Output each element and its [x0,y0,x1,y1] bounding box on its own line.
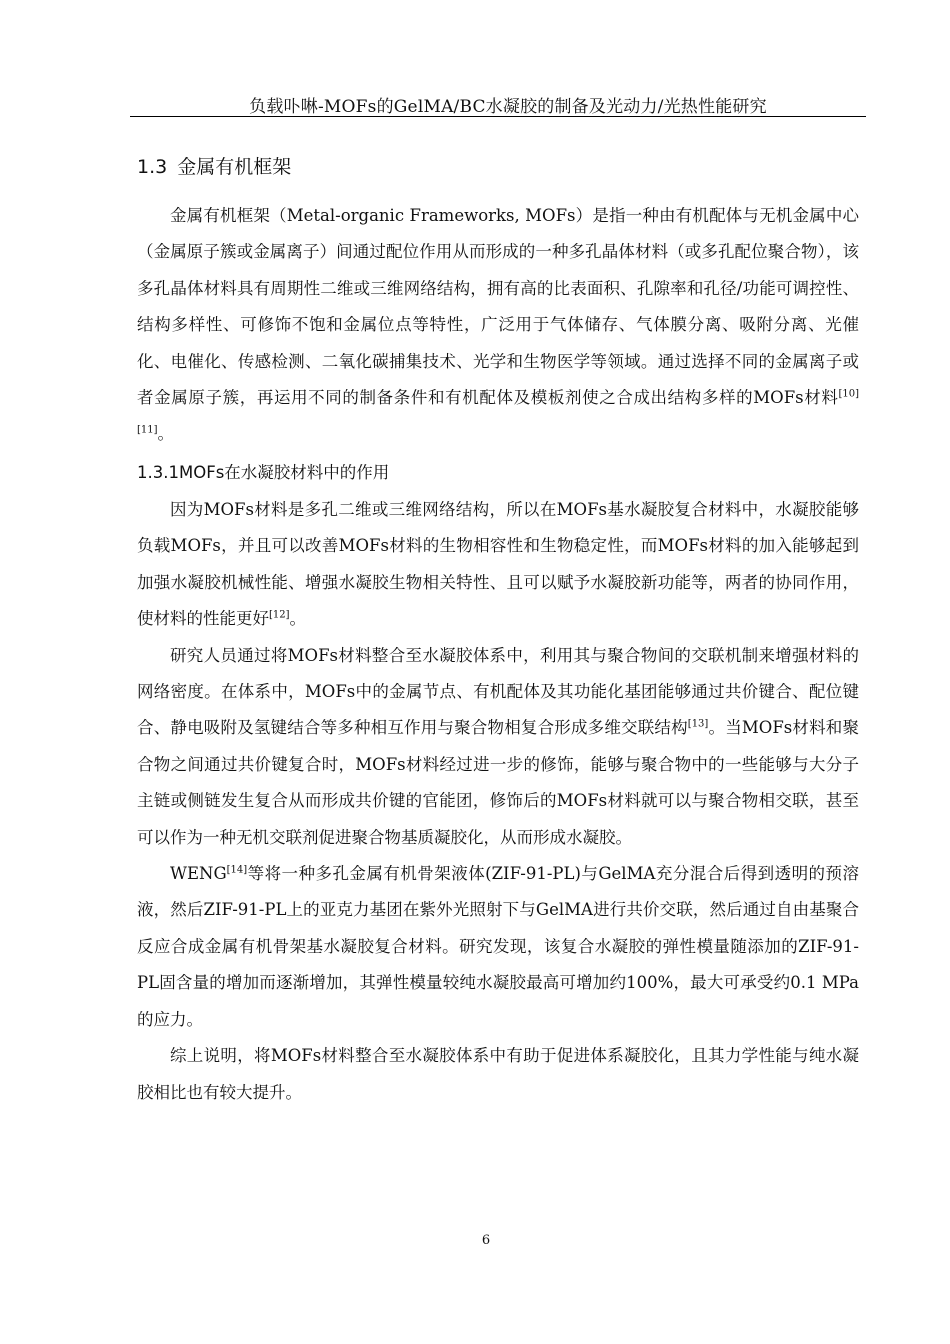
paragraph-intro [137,198,859,453]
section-title: 金属有机框架 [177,156,292,178]
citation: [13] [687,718,709,730]
paragraph-text: 。当MOFs材料和聚合物之间通过共价键复合时，MOFs材料经过进一步的修饰，能够与聚合物中的一些能够与大分子主链或侧链发生复合从而形成共价键的官能团，修饰后的MOFs材料就可以与聚合物相交联，甚至可以作为一种无机交联剂促进聚合物基质凝胶化，从而形成水凝胶。 [137,718,860,847]
paragraph-crosslinking [137,638,859,856]
section-heading [137,152,291,179]
header-rule [130,116,866,117]
paragraph-tail: 。 [157,424,175,444]
paragraph-tail: 。 [289,609,307,629]
subsection-heading: 1.3.1MOFs在水凝胶材料中的作用 [137,463,390,482]
section-body [137,198,859,453]
citation: [14] [226,864,248,876]
paragraph-text: WENG [170,864,227,884]
paragraph-weng-study [137,856,859,1038]
citation: [10][11] [137,388,859,436]
paragraph-text: 因为MOFs材料是多孔二维或三维网络结构，所以在MOFs基水凝胶复合材料中，水凝胶能够负载MOFs，并且可以改善MOFs材料的生物相容性和生物稳定性，而MOFs材料的加入能够起到加强水凝胶机械性能、增强水凝胶生物相关特性、且可以赋予水凝胶新功能等，两者的协同作用，使材料的性能更好 [137,500,859,629]
paragraph-text: 金属有机框架（Metal-organic Frameworks, MOFs）是指一种由有机配体与无机金属中心（金属原子簇或金属离子）间通过配位作用从而形成的一种多孔晶体材料（或多孔配位聚合物），该多孔晶体材料具有周期性二维或三维网络结构，拥有高的比表面积、孔隙率和孔径/功能可调控性、结构多样性、可修饰不饱和金属位点等特性，广泛用于气体储存、气体膜分离、吸附分离、光催化、电催化、传感检测、二氧化碳捕集技术、光学和生物医学等领域。通过选择不同的金属离子或者金属原子簇，再运用不同的制备条件和有机配体及模板剂使之合成出结构多样的MOFs材料 [137,206,859,408]
paragraph-text: 研究人员通过将MOFs材料整合至水凝胶体系中，利用其与聚合物间的交联机制来增强材料的网络密度。在体系中，MOFs中的金属节点、有机配体及其功能化基团能够通过共价键合、配位键合、静电吸附及氢键结合等多种相互作用与聚合物相复合形成多维交联结构 [137,645,859,738]
subsection-body [137,492,859,1111]
running-header: 负载卟啉-MOFs的GelMA/BC水凝胶的制备及光动力/光热性能研究 [249,97,767,117]
section-number: 1.3 [137,156,168,178]
paragraph-summary: 综上说明，将MOFs材料整合至水凝胶体系中有助于促进体系凝胶化，且其力学性能与纯水凝胶相比也有较大提升。 [137,1046,859,1102]
paragraph-text: 等将一种多孔金属有机骨架液体(ZIF-91-PL)与GelMA充分混合后得到透明的预溶液，然后ZIF-91-PL上的亚克力基团在紫外光照射下与GelMA进行共价交联，然后通过自由基聚合反应合成金属有机骨架基水凝胶复合材料。研究发现，该复合水凝胶的弹性模量随添加的ZIF-91-PL固含量的增加而逐渐增加，其弹性模量较纯水凝胶最高可增加约100%，最大可承受约0.1 MPa的应力。 [137,864,859,1029]
citation: [12] [269,609,290,621]
paragraph-mofs-hydrogel [137,492,859,638]
page-number: 6 [481,1233,491,1248]
